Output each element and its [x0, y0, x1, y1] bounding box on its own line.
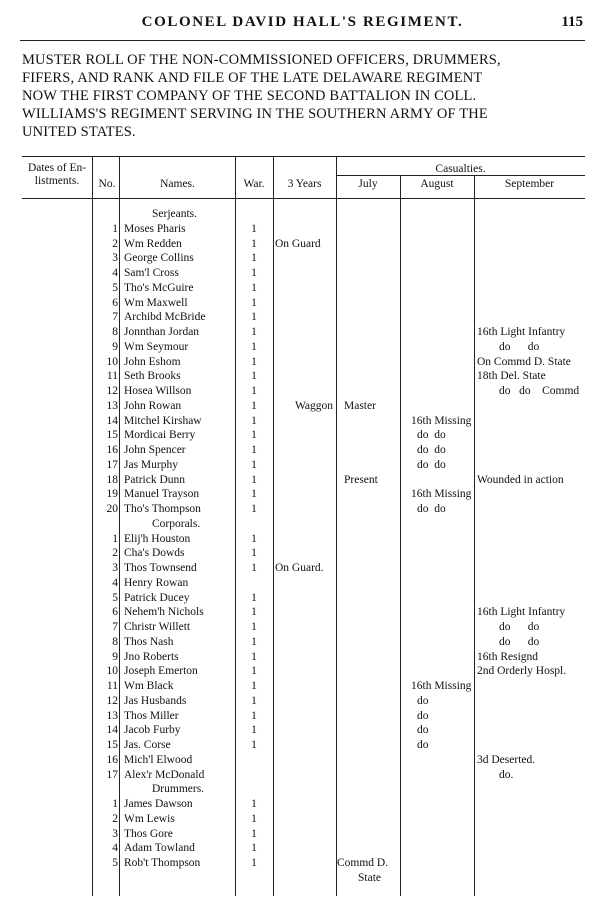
war-mark: 1	[251, 621, 257, 633]
roll-number: 4	[112, 267, 118, 279]
soldier-name: Nehem'h Nichols	[124, 606, 204, 619]
roll-number: 1	[112, 532, 118, 545]
soldier-name: James Dawson	[124, 798, 193, 810]
soldier-name: Hosea Willson	[124, 385, 192, 397]
roll-number: 6	[112, 606, 118, 619]
header-war: War.	[243, 178, 265, 190]
august-note: do	[417, 739, 429, 751]
roll-number: 20	[106, 503, 118, 515]
soldier-name: Wm Lewis	[124, 812, 175, 825]
war-mark: 1	[251, 562, 257, 574]
war-mark: 1	[251, 370, 257, 383]
title-line: WILLIAMS'S REGIMENT SERVING IN THE SOUTHERN ARMY OF THE	[22, 106, 488, 122]
roll-number: 8	[112, 635, 118, 648]
war-mark: 1	[251, 311, 257, 324]
page-number: 115	[561, 14, 583, 30]
title-line: UNITED STATES.	[22, 124, 136, 140]
soldier-name: Thos Miller	[124, 709, 179, 722]
soldier-name: Jacob Furby	[124, 724, 181, 737]
header-september: September	[504, 178, 555, 190]
war-mark: 1	[251, 842, 257, 855]
soldier-name: Thos Nash	[124, 635, 174, 648]
roll-number: 17	[106, 768, 118, 781]
soldier-name: Moses Pharis	[124, 222, 186, 235]
soldier-name: Cha's Dowds	[124, 547, 185, 560]
war-mark: 1	[251, 444, 257, 456]
war-mark: 1	[251, 429, 257, 442]
war-mark: 1	[251, 355, 257, 368]
war-mark: 1	[251, 267, 257, 279]
title-line: MUSTER ROLL OF THE NON-COMMISSIONED OFFICERS, DRUMMERS,	[22, 52, 501, 68]
soldier-name: Tho's McGuire	[124, 281, 194, 294]
soldier-name: Christr Willett	[124, 621, 191, 633]
soldier-name: Wm Maxwell	[124, 296, 188, 309]
roll-number: 1	[112, 222, 118, 235]
war-mark: 1	[251, 680, 257, 692]
roll-number: 10	[106, 665, 118, 678]
july-note: Present	[344, 473, 378, 486]
august-note: 16th Missing	[411, 488, 472, 501]
september-note: do do Commd	[499, 385, 580, 397]
soldier-name: Tho's Thompson	[124, 503, 201, 515]
soldier-name: Thos Gore	[124, 827, 173, 840]
soldier-name: Archibd McBride	[124, 311, 206, 324]
soldier-name: George Collins	[124, 252, 194, 265]
roll-number: 5	[112, 281, 118, 294]
war-mark: 1	[251, 503, 257, 515]
soldier-name: Manuel Trayson	[124, 488, 200, 501]
soldier-name: Rob't Thompson	[124, 857, 201, 869]
roll-number: 12	[106, 385, 118, 397]
soldier-name: Alex'r McDonald	[124, 768, 205, 781]
war-mark: 1	[251, 635, 257, 648]
column-divider	[273, 156, 274, 896]
section-label: Drummers.	[152, 783, 205, 796]
war-mark: 1	[251, 399, 257, 412]
war-mark: 1	[251, 326, 257, 338]
war-mark: 1	[251, 827, 257, 840]
war-mark: 1	[251, 340, 257, 353]
soldier-name: John Rowan	[124, 399, 182, 412]
august-note: do do	[417, 503, 446, 515]
war-mark: 1	[251, 694, 257, 707]
august-note: do	[417, 724, 429, 737]
war-mark: 1	[251, 414, 257, 427]
july-note: Commd D.	[337, 857, 389, 869]
war-mark: 1	[251, 252, 257, 265]
header-august: August	[420, 178, 454, 190]
section-label: Serjeants.	[152, 208, 198, 220]
roll-number: 11	[106, 680, 118, 692]
war-mark: 1	[251, 532, 257, 545]
war-mark: 1	[251, 665, 257, 678]
column-divider	[474, 176, 475, 896]
war-mark: 1	[251, 281, 257, 294]
soldier-name: Jno Roberts	[124, 650, 179, 663]
three-years-note: On Guard	[275, 237, 321, 250]
september-note: 18th Del. State	[477, 370, 546, 383]
soldier-name: Jas Husbands	[124, 694, 187, 707]
roll-number: 9	[112, 340, 118, 353]
roll-number: 16	[106, 444, 118, 456]
august-note: do do	[417, 429, 446, 442]
soldier-name: John Spencer	[124, 444, 186, 456]
september-note: do.	[499, 768, 514, 781]
august-note: do do	[417, 458, 446, 471]
soldier-name: John Eshom	[124, 355, 181, 368]
soldier-name: Wm Seymour	[124, 340, 189, 353]
august-note: 16th Missing	[411, 414, 472, 427]
september-note: Wounded in action	[477, 473, 564, 486]
soldier-name: Joseph Emerton	[124, 665, 198, 678]
war-mark: 1	[251, 488, 257, 501]
header-july: July	[358, 178, 378, 190]
roll-number: 12	[106, 694, 118, 707]
september-note: 3d Deserted.	[477, 753, 536, 766]
roll-number: 6	[112, 296, 118, 309]
soldier-name: Wm Black	[124, 680, 174, 692]
war-mark: 1	[251, 709, 257, 722]
roll-number: 5	[112, 857, 118, 869]
roll-number: 17	[106, 458, 118, 471]
header-names: Names.	[160, 178, 195, 190]
section-label: Corporals.	[152, 517, 201, 530]
roll-number: 4	[112, 842, 118, 855]
roll-number: 1	[112, 798, 118, 810]
roll-number: 5	[112, 591, 118, 604]
war-mark: 1	[251, 724, 257, 737]
september-note: do do	[499, 340, 540, 353]
august-note: do do	[417, 444, 446, 456]
three-years-note: Waggon	[295, 399, 334, 412]
roll-number: 3	[112, 252, 118, 265]
war-mark: 1	[251, 606, 257, 619]
war-mark: 1	[251, 385, 257, 397]
header-three-years: 3 Years	[287, 178, 322, 190]
column-divider	[119, 156, 120, 896]
roll-number: 8	[112, 326, 118, 338]
roll-number: 13	[106, 709, 118, 722]
roll-number: 11	[106, 370, 118, 383]
july-note: Master	[344, 399, 376, 412]
roll-number: 4	[112, 576, 118, 589]
roll-number: 7	[112, 621, 118, 633]
roll-number: 2	[112, 547, 118, 560]
roll-number: 2	[112, 812, 118, 825]
trailing-note: State	[358, 871, 381, 884]
war-mark: 1	[251, 458, 257, 471]
september-note: do do	[499, 635, 540, 648]
soldier-name: Patrick Dunn	[124, 473, 186, 486]
soldier-name: Patrick Ducey	[124, 591, 190, 604]
soldier-name: Mich'l Elwood	[124, 753, 193, 766]
roll-number: 15	[106, 429, 118, 442]
roll-number: 3	[112, 827, 118, 840]
september-note: 16th Light Infantry	[477, 326, 566, 338]
soldier-name: Adam Towland	[124, 842, 195, 855]
soldier-name: Mordicai Berry	[124, 429, 196, 442]
soldier-name: Mitchel Kirshaw	[124, 414, 202, 427]
soldier-name: Jas Murphy	[124, 458, 178, 471]
roll-number: 10	[106, 355, 118, 368]
roll-number: 14	[106, 724, 118, 737]
running-title: COLONEL DAVID HALL'S REGIMENT.	[141, 14, 464, 30]
september-note: 2nd Orderly Hospl.	[477, 665, 567, 678]
soldier-name: Wm Redden	[124, 237, 182, 250]
roll-number: 18	[106, 473, 118, 486]
soldier-name: Jas. Corse	[124, 739, 171, 751]
roll-number: 16	[106, 753, 118, 766]
roll-number: 19	[106, 488, 118, 501]
soldier-name: Jonnthan Jordan	[124, 326, 200, 338]
august-note: do	[417, 709, 429, 722]
header-no: No.	[98, 178, 116, 190]
war-mark: 1	[251, 739, 257, 751]
muster-roll-table	[22, 156, 585, 896]
war-mark: 1	[251, 222, 257, 235]
soldier-name: Thos Townsend	[124, 562, 197, 574]
three-years-note: On Guard.	[275, 562, 324, 574]
column-divider	[400, 176, 401, 896]
war-mark: 1	[251, 650, 257, 663]
header-casualties: Casualties.	[435, 163, 486, 175]
soldier-name: Seth Brooks	[124, 370, 181, 383]
header-dates: Dates of En- listments.	[27, 162, 87, 187]
title-line: FIFERS, AND RANK AND FILE OF THE LATE DELAWARE REGIMENT	[22, 70, 483, 86]
august-note: 16th Missing	[411, 680, 472, 692]
header-rule	[20, 40, 585, 41]
title-line: NOW THE FIRST COMPANY OF THE SECOND BATTALION IN COLL.	[22, 88, 477, 104]
muster-roll-title	[22, 51, 587, 141]
soldier-name: Henry Rowan	[124, 576, 189, 589]
war-mark: 1	[251, 237, 257, 250]
roll-number: 3	[112, 562, 118, 574]
casualties-rule	[336, 175, 585, 176]
september-note: On Commd D. State	[477, 355, 571, 368]
soldier-name: Elij'h Houston	[124, 532, 191, 545]
september-note: 16th Light Infantry	[477, 606, 566, 619]
table-top-rule	[22, 156, 585, 157]
war-mark: 1	[251, 798, 257, 810]
war-mark: 1	[251, 591, 257, 604]
roll-number: 15	[106, 739, 118, 751]
war-mark: 1	[251, 812, 257, 825]
soldier-name: Sam'l Cross	[124, 267, 179, 279]
war-mark: 1	[251, 857, 257, 869]
roll-number: 13	[106, 399, 118, 412]
september-note: 16th Resignd	[477, 650, 539, 663]
column-divider	[336, 156, 337, 896]
roll-number: 7	[112, 311, 118, 324]
roll-number: 14	[106, 414, 118, 427]
war-mark: 1	[251, 473, 257, 486]
war-mark: 1	[251, 296, 257, 309]
war-mark: 1	[251, 547, 257, 560]
august-note: do	[417, 694, 429, 707]
column-divider	[92, 156, 93, 896]
header-bottom-rule	[22, 198, 585, 199]
roll-number: 2	[112, 237, 118, 250]
page-header	[20, 12, 585, 36]
september-note: do do	[499, 621, 540, 633]
roll-number: 9	[112, 650, 118, 663]
